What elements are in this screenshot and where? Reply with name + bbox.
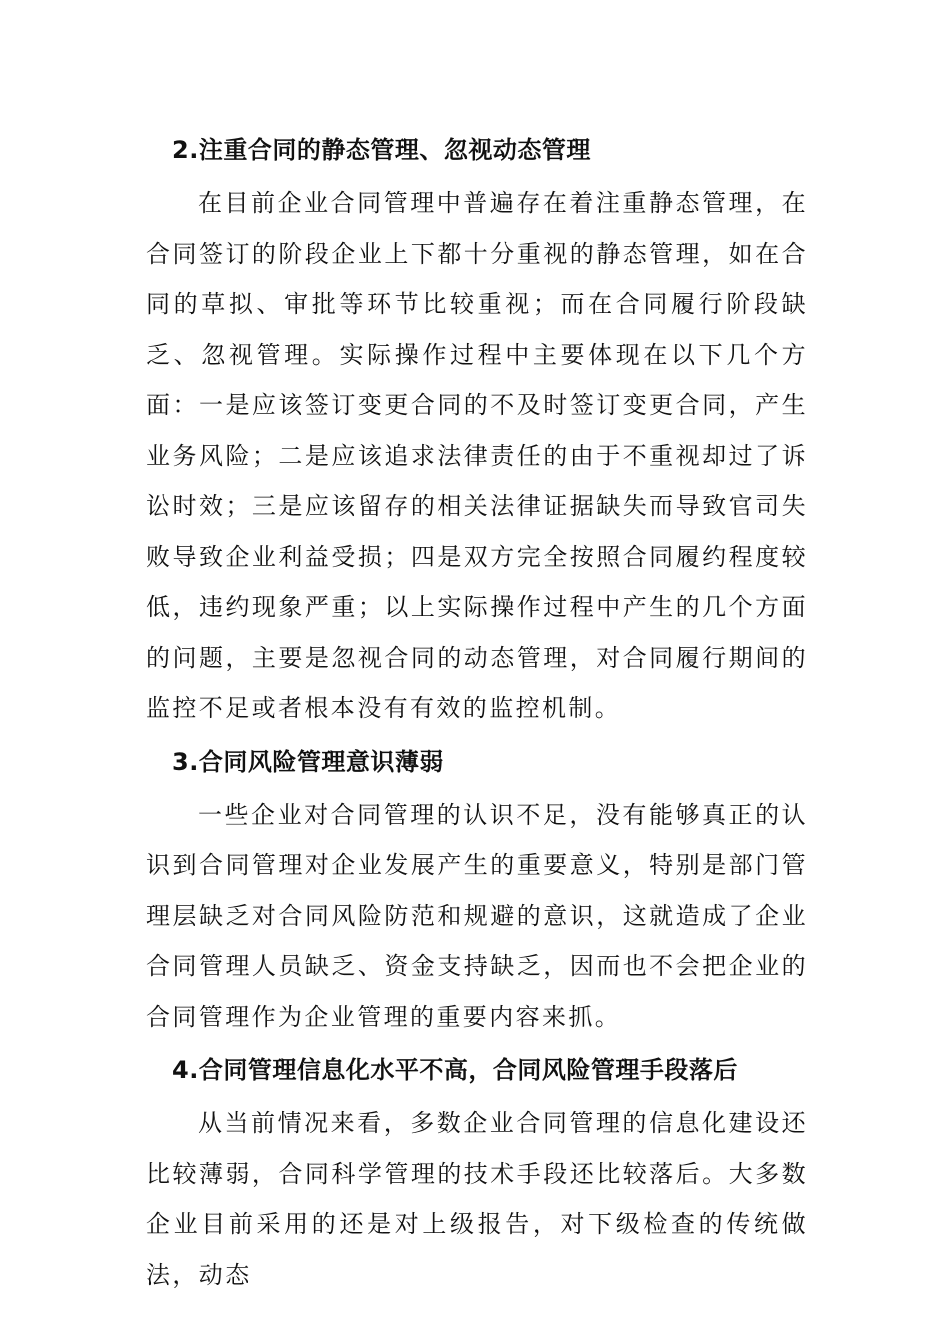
document-page (146, 128, 808, 1306)
section-heading-3: 3.合同风险管理意识薄弱 (172, 747, 444, 776)
section-heading-4: 4.合同管理信息化水平不高，合同风险管理手段落后 (172, 1056, 738, 1084)
section-heading-2: 2.注重合同的静态管理、忽视动态管理 (172, 136, 591, 164)
section-paragraph-4: 从当前情况来看，多数企业合同管理的信息化建设还比较薄弱，合同科学管理的技术手段还比较落后。大多数企业目前采用的还是对上级报告，对下级检查的传统做法，动态 (146, 1109, 808, 1289)
section-paragraph-2: 在目前企业合同管理中普遍存在着注重静态管理，在合同签订的阶段企业上下都十分重视的静态管理，如在合同的草拟、审批等环节比较重视；而在合同履行阶段缺乏、忽视管理。实际操作过程中主要体现在以下几个方面：一是应该签订变更合同的不及时签订变更合同，产生业务风险；二是应该追求法律责任的由于不重视却过了诉讼时效；三是应该留存的相关法律证据缺失而导致官司失败导致企业利益受损；四是双方完全按照合同履约程度较低，违约现象严重；以上实际操作过程中产生的几个方面的问题，主要是忽视合同的动态管理，对合同履行期间的监控不足或者根本没有有效的监控机制。 (146, 189, 808, 722)
section-paragraph-3: 一些企业对合同管理的认识不足，没有能够真正的认识到合同管理对企业发展产生的重要意义，特别是部门管理层缺乏对合同风险防范和规避的意识，这就造成了企业合同管理人员缺乏、资金支持缺乏，因而也不会把企业的合同管理作为企业管理的重要内容来抓。 (146, 800, 808, 1031)
